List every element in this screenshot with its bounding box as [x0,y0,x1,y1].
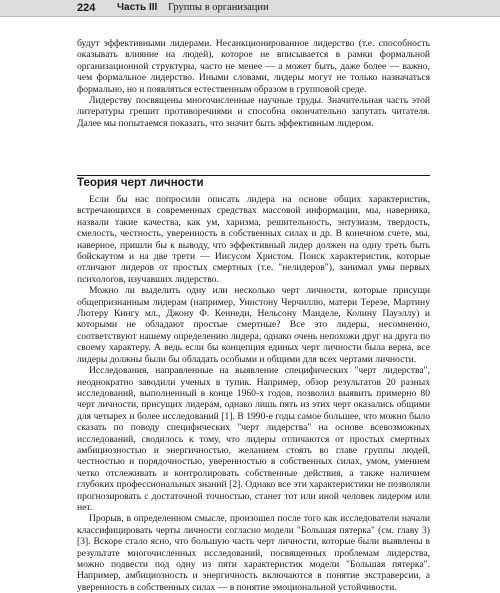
paragraph: Исследования, направленные на выявление специфических "черт лидерства", неоднократно заводили ученых в тупик. Например, обзор результатов 20 разных исследований, выполненный в конце 1960-х годов, позволил выявить примерно 80 черт личности, присущих лидерам, однако лишь пять из этих черт оказались общими для четырех и более исследований [1]. В 1990-е годы самое большее, что можно было сказать по поводу специфических "черт лидерства" на основе всевозможных исследований, сводилось к тому, что лидеры отличаются от простых смертных амбициозностью и энергичностью, желанием стоять во главе группы людей, честностью и порядочностью, уверенностью в собственных силах, умом, умением четко отслеживать и контролировать собственные действия, а также наличием глубоких профессиональных знаний [2]. Однако все эти характеристики не позволяли прогнозировать с достаточной точностью, станет тот или иной человек лидером или нет. [77,365,430,513]
section-body [77,194,430,593]
paragraph: Прорыв, в определенном смысле, произошел после того как исследователи начали классифицировать черты личности согласно модели "Большая пятерка" (см. главу 3) [3]. Вскоре стало ясно, что большую часть черт личности, которые были выявлены в результате многочисленных исследований, посвященных проблемам лидерства, можно подвести под одну из пяти характеристик модели "Большая пятерка". Например, амбициозность и энергичность включаются в понятие экстраверсии, а уверенность в собственных силах — в понятие эмоциональной устойчивости. [77,513,430,593]
running-head [0,0,500,17]
paragraph: Можно ли выделить одну или несколько черт личности, которые присущи общепризнанным лидерам (например, Уинстону Черчиллю, матери Терезе, Мартину Лютеру Кингу мл., Джону Ф. Кеннеди, Нельсону Манделе, Колину Пауэллу) и которыми не обладают простые смертные? Все это лидеры, несомненно, соответствуют нашему определению лидера, однако очень непохожи друг на друга по своему характеру. А ведь если бы концепция единых черт личности была верна, все лидеры должны были бы обладать особыми и общими для всех чертами личности. [77,285,430,365]
intro-text [77,38,430,129]
paragraph: Лидерству посвящены многочисленные научные труды. Значительная часть этой литературы грешит противоречиями и способна окончательно запутать читателя. Далее мы попытаемся показать, что значит быть эффективным лидером. [77,95,430,129]
chapter-title: Группы в организации [168,2,269,13]
paragraph: будут эффективными лидерами. Несанкционированное лидерство (т.е. способность оказывать влияние на людей), которое не вписывается в рамки формальной организационной структуры, часто не менее — а может быть, даже более — важно, чем формальное лидерство. Иными словами, лидеры могут не только назначаться формально, но и появляться естественным образом в групповой среде. [77,38,430,95]
part-label: Часть III [117,2,158,13]
section-heading: Теория черт личности [77,177,204,189]
paragraph: Если бы нас попросили описать лидера на основе общих характеристик, встречающихся в современных средствах массовой информации, мы, наверняка, назвали такие качества, как ум, харизма, решительность, энтузиазм, твердость, смелость, честность, уверенность в собственных силах и др. В конечном счете, мы, наверное, пришли бы к выводу, что эффективный лидер должен на одну треть быть бойскаутом и на две трети — Иисусом Христом. Поиск характеристик, которые отличают лидеров от простых смертных (т.е. "нелидеров"), занимал умы первых психологов, изучавших лидерство. [77,194,430,285]
page-number: 224 [77,2,96,14]
